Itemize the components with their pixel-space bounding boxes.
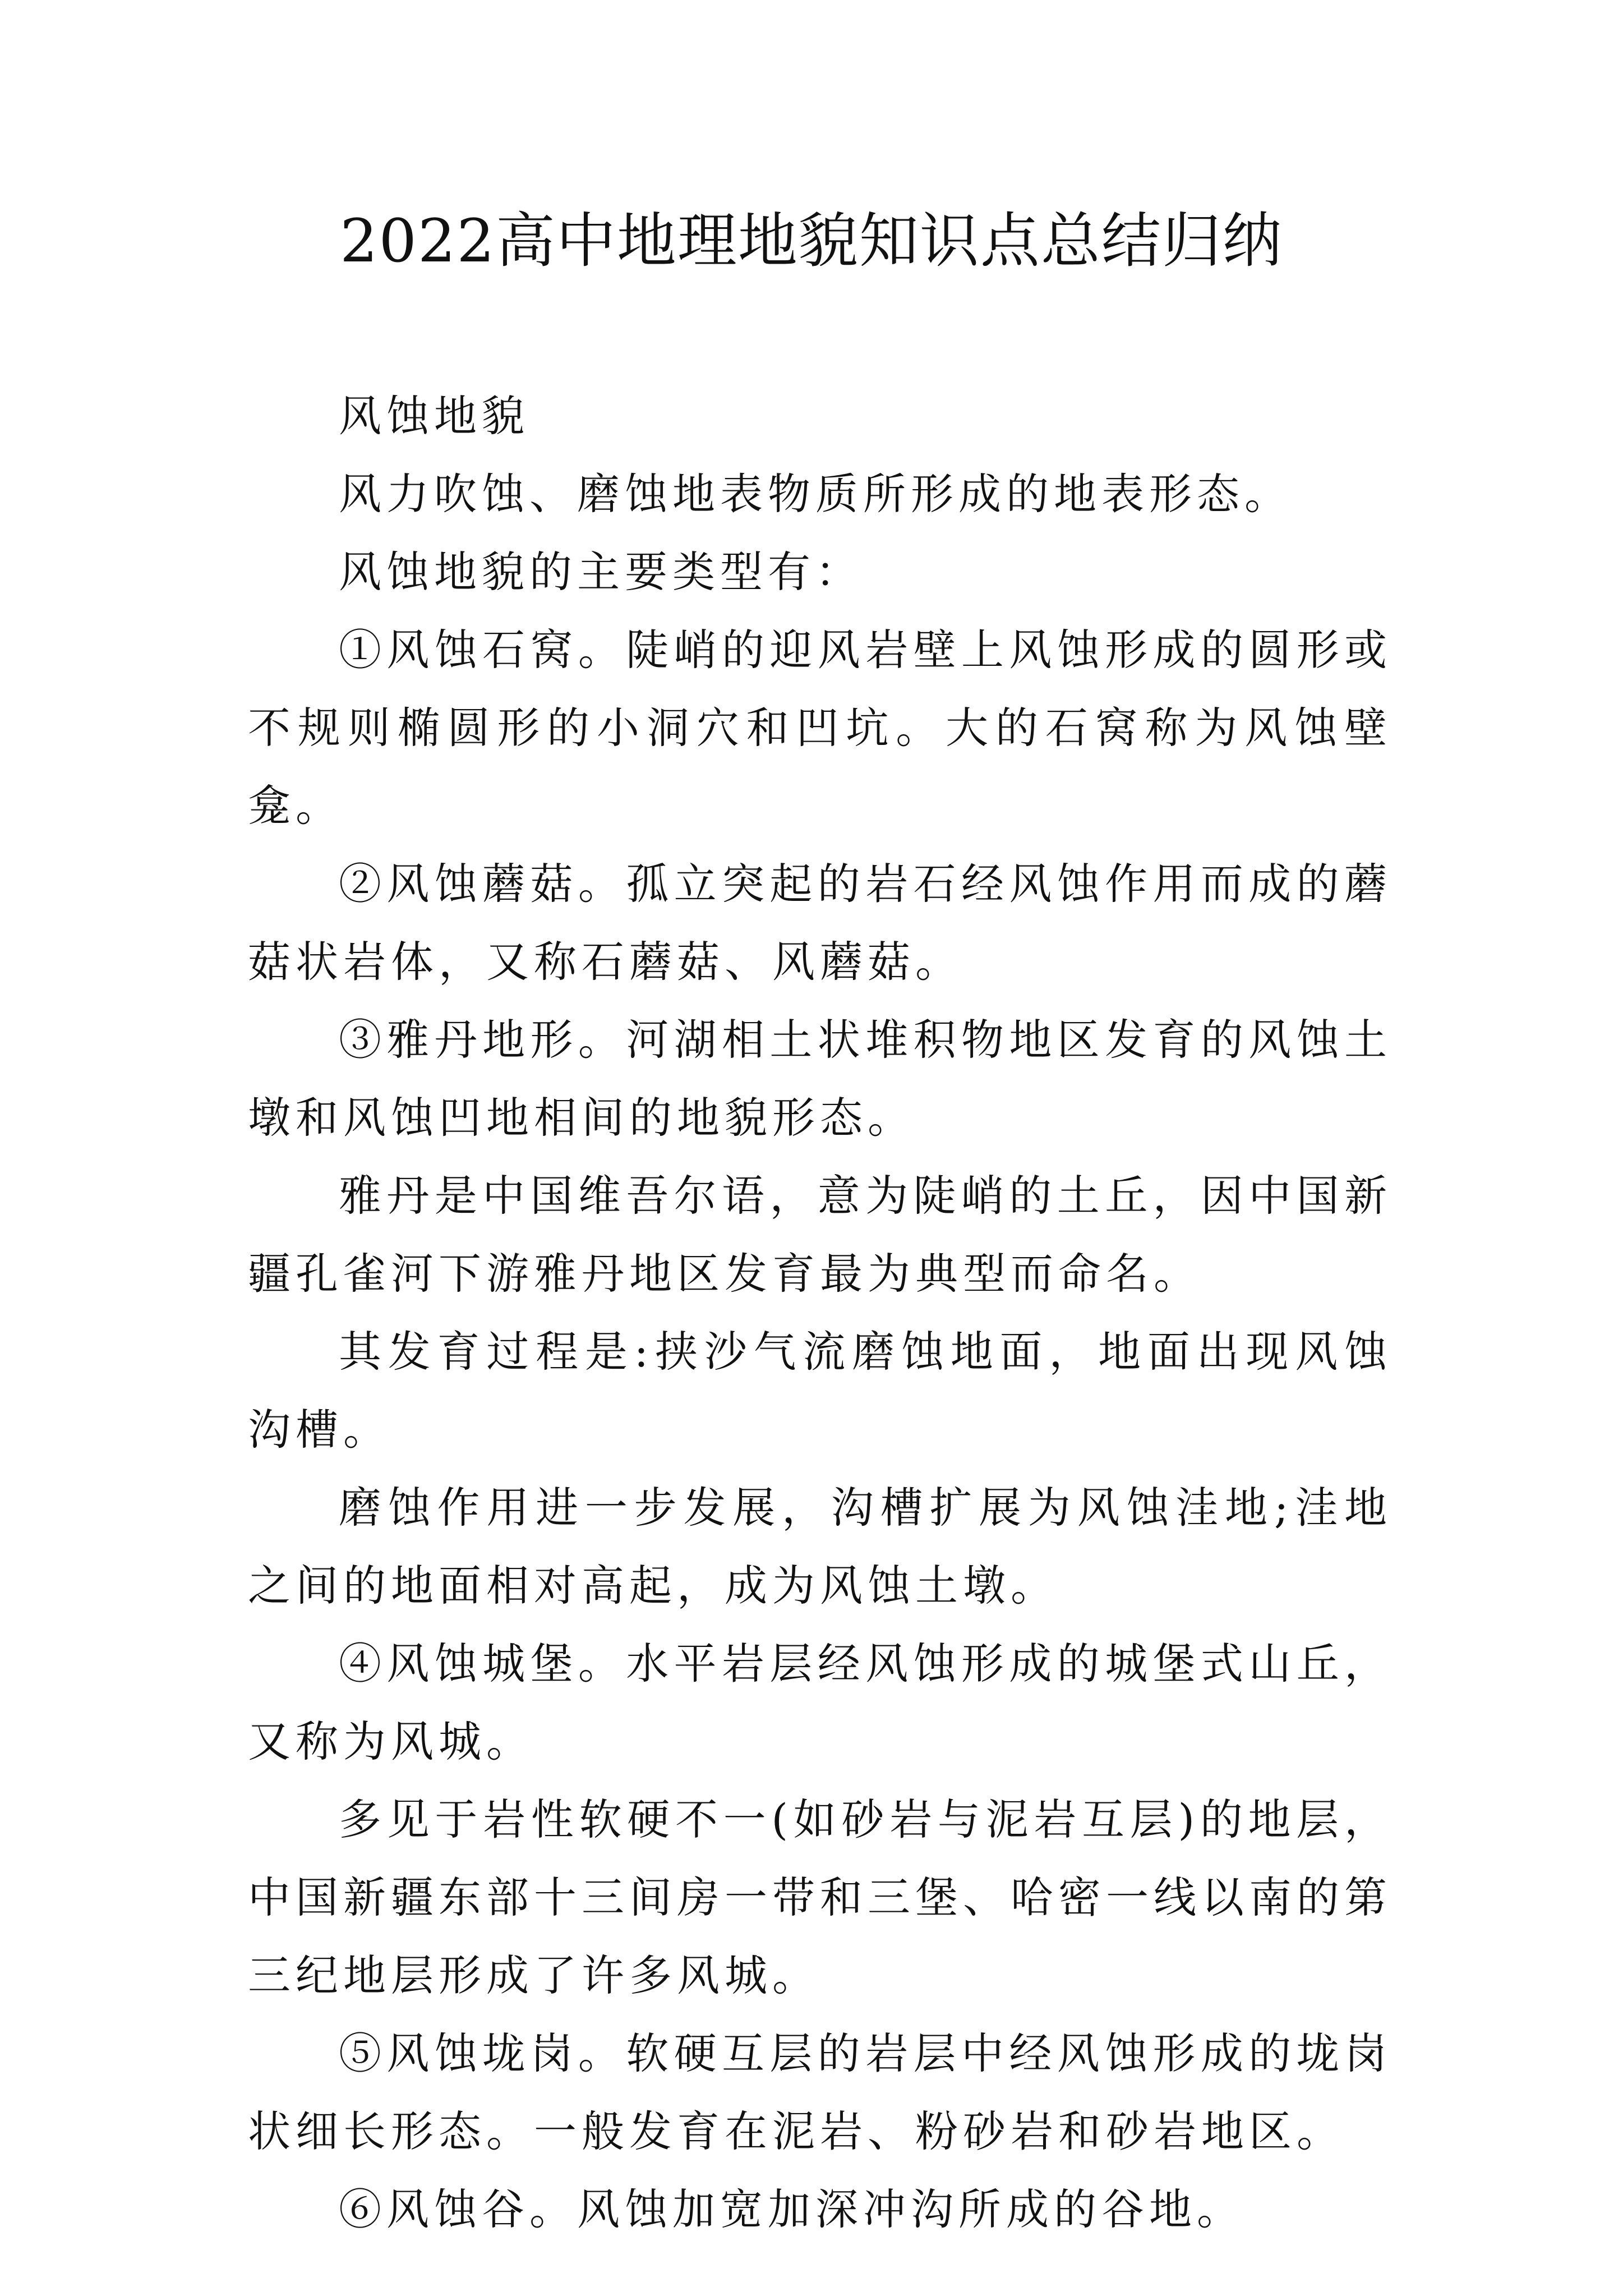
paragraph: ④风蚀城堡。水平岩层经风蚀形成的城堡式山丘，又称为风城。 [248, 1639, 1392, 1766]
paragraph: 雅丹是中国维吾尔语，意为陡峭的土丘，因中国新疆孔雀河下游雅丹地区发育最为典型而命名。 [248, 1171, 1392, 1299]
paragraph: ⑤风蚀垅岗。软硬互层的岩层中经风蚀形成的垅岗状细长形态。一般发育在泥岩、粉砂岩和砂岩地区。 [248, 2028, 1392, 2156]
paragraph: 风蚀地貌的主要类型有： [339, 547, 863, 597]
paragraph: 风力吹蚀、磨蚀地表物质所形成的地表形态。 [339, 469, 1292, 519]
document-title: 2022高中地理地貌知识点总结归纳 [340, 206, 1283, 275]
paragraph: ⑥风蚀谷。风蚀加宽加深冲沟所成的谷地。 [339, 2184, 1244, 2234]
paragraph: 多见于岩性软硬不一(如砂岩与泥岩互层)的地层，中国新疆东部十三间房一带和三堡、哈密一线以南的第三纪地层形成了许多风城。 [248, 1795, 1392, 2000]
paragraph: ③雅丹地形。河湖相土状堆积物地区发育的风蚀土墩和风蚀凹地相间的地貌形态。 [248, 1015, 1392, 1143]
paragraph: 磨蚀作用进一步发展，沟槽扩展为风蚀洼地;洼地之间的地面相对高起，成为风蚀土墩。 [248, 1483, 1392, 1611]
paragraph: ②风蚀蘑菇。孤立突起的岩石经风蚀作用而成的蘑菇状岩体，又称石蘑菇、风蘑菇。 [248, 859, 1392, 987]
paragraph: ①风蚀石窝。陡峭的迎风岩壁上风蚀形成的圆形或不规则椭圆形的小洞穴和凹坑。大的石窝称为风蚀壁龛。 [248, 625, 1392, 831]
document-body [248, 377, 1392, 2248]
section-heading: 风蚀地貌 [339, 391, 529, 441]
paragraph: 其发育过程是:挟沙气流磨蚀地面，地面出现风蚀沟槽。 [248, 1327, 1392, 1455]
